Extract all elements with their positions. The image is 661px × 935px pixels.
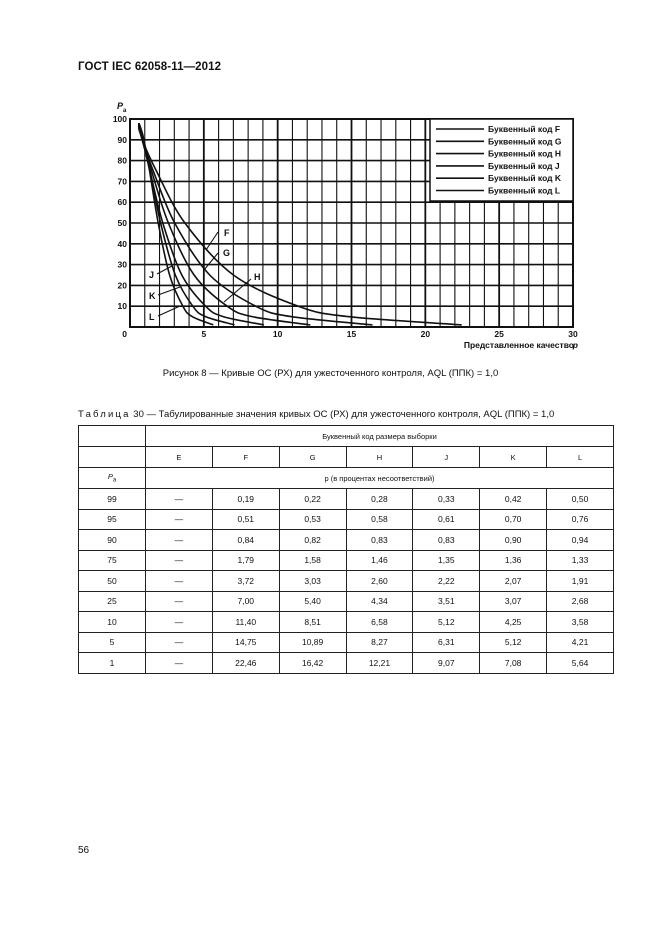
x-axis-variable: p (572, 340, 578, 350)
p-value-cell: 8,27 (346, 632, 413, 653)
oc-curves-chart (0, 0, 661, 360)
x-tick-label: 10 (272, 329, 283, 339)
y-tick-label: 100 (112, 114, 127, 124)
p-value-cell: 4,25 (480, 612, 547, 633)
curve-label-h: H (254, 272, 261, 282)
curve-label-g: G (223, 248, 231, 258)
oc-curve-j (139, 123, 264, 325)
y-axis-label-sub: a (123, 108, 127, 114)
p-value-cell: 1,35 (413, 550, 480, 571)
code-header: G (279, 447, 346, 468)
pa-cell: 75 (79, 550, 146, 571)
x-tick-label: 30 (568, 329, 578, 339)
figure-caption: Рисунок 8 — Кривые ОС (РХ) для ужесточенного контроля, AQL (ППК) = 1,0 (162, 368, 499, 379)
y-tick-label: 50 (117, 218, 127, 228)
code-header: H (346, 447, 413, 468)
y-axis-label: P (117, 101, 124, 111)
p-value-cell: 8,51 (279, 612, 346, 633)
p-value-cell: — (146, 632, 213, 653)
curve-label-leader (206, 232, 218, 250)
table-title (78, 409, 554, 420)
p-value-cell: — (146, 612, 213, 633)
p-value-cell: 0,51 (212, 509, 279, 530)
p-value-cell: 14,75 (212, 632, 279, 653)
p-value-cell: 7,00 (212, 591, 279, 612)
p-value-cell: 2,07 (480, 571, 547, 592)
pa-cell: 10 (79, 612, 146, 633)
p-value-cell: 6,31 (413, 632, 480, 653)
table-row (79, 653, 614, 674)
table-title-prefix: Таблица (78, 409, 131, 420)
p-value-cell: 12,21 (346, 653, 413, 674)
table-row (79, 550, 614, 571)
p-value-cell: 1,91 (547, 571, 614, 592)
pa-header (79, 468, 146, 489)
p-value-cell: 5,12 (413, 612, 480, 633)
oc-curve-h (139, 123, 310, 325)
p-value-cell: 6,58 (346, 612, 413, 633)
p-value-cell: 0,28 (346, 489, 413, 510)
p-value-cell: 1,46 (346, 550, 413, 571)
p-value-cell: 2,68 (547, 591, 614, 612)
p-value-cell: — (146, 571, 213, 592)
code-header: F (212, 447, 279, 468)
y-tick-label: 20 (117, 280, 127, 291)
p-value-cell: — (146, 550, 213, 571)
p-value-cell: 2,22 (413, 571, 480, 592)
pa-cell: 50 (79, 571, 146, 592)
p-value-cell: 4,34 (346, 591, 413, 612)
p-value-cell: 0,76 (547, 509, 614, 530)
table-header-row (79, 426, 614, 447)
p-value-cell: 16,42 (279, 653, 346, 674)
legend-entry: Буквенный код K (488, 173, 562, 184)
p-value-cell: 22,46 (212, 653, 279, 674)
document-header: ГОСТ IEC 62058-11—2012 (78, 61, 222, 73)
p-value-cell: 4,21 (547, 632, 614, 653)
y-tick-label: 40 (117, 238, 127, 249)
p-value-cell: 5,40 (279, 591, 346, 612)
code-header: J (413, 447, 480, 468)
table-row (79, 632, 614, 653)
p-value-cell: 3,03 (279, 571, 346, 592)
p-value-cell: 0,94 (547, 530, 614, 551)
p-value-cell: 0,22 (279, 489, 346, 510)
legend-entry: Буквенный код L (488, 185, 561, 196)
p-value-cell: 1,79 (212, 550, 279, 571)
p-value-cell: 0,58 (346, 509, 413, 530)
y-tick-label: 60 (117, 197, 127, 208)
p-value-cell: 7,08 (480, 653, 547, 674)
y-tick-label: 10 (117, 301, 127, 312)
p-value-cell: 1,33 (547, 550, 614, 571)
x-tick-label: 20 (420, 329, 431, 339)
p-value-cell: 5,64 (547, 653, 614, 674)
p-value-cell: 3,07 (480, 591, 547, 612)
table-body (79, 426, 614, 674)
curve-label-f: F (224, 228, 230, 238)
p-value-cell: — (146, 591, 213, 612)
pa-cell: 25 (79, 591, 146, 612)
x-tick-label: 25 (494, 329, 504, 339)
p-value-cell: 0,83 (346, 530, 413, 551)
legend-entry: Буквенный код F (488, 124, 561, 134)
pa-label: P (107, 472, 113, 482)
legend-entry: Буквенный код G (488, 136, 562, 147)
y-tick-label: 30 (117, 259, 127, 270)
pa-cell: 5 (79, 632, 146, 653)
table-row (79, 489, 614, 510)
curve-label-leader (158, 306, 180, 316)
p-value-cell: 0,82 (279, 530, 346, 551)
pa-header-row (79, 468, 614, 489)
p-value-cell: 0,84 (212, 530, 279, 551)
p-value-cell: 0,19 (212, 489, 279, 510)
pa-cell: 1 (79, 653, 146, 674)
x-tick-label: 0 (122, 329, 127, 339)
p-value-cell: 11,40 (212, 612, 279, 633)
p-value-cell: 0,70 (480, 509, 547, 530)
x-tick-label: 5 (201, 329, 207, 339)
legend-entry: Буквенный код H (488, 148, 562, 159)
x-axis-label: Представленное качество (463, 340, 574, 350)
p-header: p (в процентах несоответствий) (146, 468, 614, 489)
table-row (79, 530, 614, 551)
p-value-cell: — (146, 509, 213, 530)
code-header: K (480, 447, 547, 468)
p-value-cell: 0,53 (279, 509, 346, 530)
p-value-cell: 0,42 (480, 489, 547, 510)
y-tick-label: 90 (117, 134, 127, 145)
table-row (79, 591, 614, 612)
p-value-cell: 0,33 (413, 489, 480, 510)
p-value-cell: 3,58 (547, 612, 614, 633)
table-title-text: 30 — Табулированные значения кривых ОС (РХ) для ужесточенного контроля, AQL (ППК) = 1,0 (130, 409, 555, 420)
y-tick-label: 80 (117, 155, 127, 166)
p-value-cell: — (146, 653, 213, 674)
legend-entry: Буквенный код J (488, 160, 560, 171)
pa-cell: 99 (79, 489, 146, 510)
p-value-cell: 1,58 (279, 550, 346, 571)
p-value-cell: 0,83 (413, 530, 480, 551)
p-value-cell: 2,60 (346, 571, 413, 592)
x-tick-label: 15 (346, 329, 357, 339)
p-value-cell: 1,36 (480, 550, 547, 571)
code-header-row (79, 447, 614, 468)
p-value-cell: — (146, 530, 213, 551)
table-row (79, 509, 614, 530)
pa-cell: 90 (79, 530, 146, 551)
p-value-cell: 5,12 (480, 632, 547, 653)
table-row (79, 571, 614, 592)
p-value-cell: 3,72 (212, 571, 279, 592)
curve-label-l: L (149, 312, 155, 322)
pa-sub: a (112, 477, 117, 484)
table-row (79, 612, 614, 633)
code-header: E (146, 447, 213, 468)
p-value-cell: 9,07 (413, 653, 480, 674)
pa-cell: 95 (79, 509, 146, 530)
curve-label-j: J (149, 270, 155, 280)
page-number: 56 (78, 845, 90, 856)
oc-values-table (78, 425, 614, 674)
p-value-cell: 10,89 (279, 632, 346, 653)
group-header: Буквенный код размера выборки (146, 426, 614, 447)
code-header: L (547, 447, 614, 468)
p-value-cell: 0,61 (413, 509, 480, 530)
p-value-cell: 0,90 (480, 530, 547, 551)
p-value-cell: 3,51 (413, 591, 480, 612)
y-tick-label: 70 (117, 176, 127, 187)
p-value-cell: 0,50 (547, 489, 614, 510)
p-value-cell: — (146, 489, 213, 510)
oc-curve-f (139, 123, 462, 325)
table-corner-cell (79, 426, 146, 447)
curve-label-k: K (149, 291, 156, 301)
table-corner-cell (79, 447, 146, 468)
